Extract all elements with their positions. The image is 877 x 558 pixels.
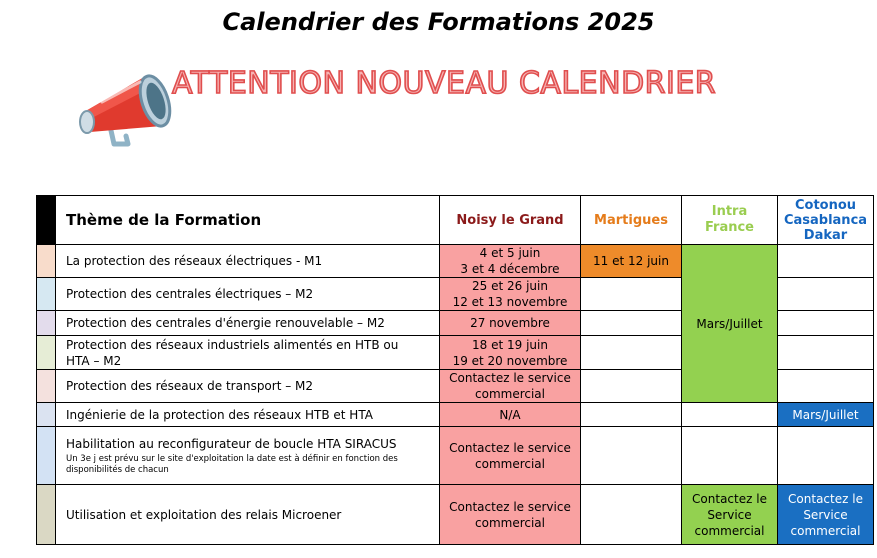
martigues-cell [581, 485, 682, 545]
table-row [37, 403, 874, 427]
col-intra-france [682, 196, 778, 245]
martigues-cell [581, 427, 682, 485]
martigues-cell [581, 278, 682, 311]
noisy-cell: 27 novembre [440, 311, 581, 336]
row-strip [37, 278, 56, 311]
row-theme-l1: Protection des réseaux industriels alimentés en HTB ou [66, 337, 399, 352]
megaphone-icon [76, 68, 180, 154]
row-theme-main: Habilitation au reconfigurateur de boucle HTA SIRACUS [66, 436, 397, 451]
coto-cell [778, 336, 874, 370]
noisy-l1: Contactez le service [449, 440, 571, 455]
noisy-l2: 19 et 20 novembre [452, 353, 568, 368]
noisy-cell [440, 278, 581, 311]
noisy-cell [440, 245, 581, 278]
noisy-l1: 18 et 19 juin [472, 337, 548, 352]
table-header-row [37, 196, 874, 245]
noisy-cell [440, 336, 581, 370]
row-theme: Protection des réseaux de transport – M2 [56, 370, 440, 403]
row-strip [37, 245, 56, 278]
intra-merged-cell: Mars/Juillet [682, 245, 778, 403]
intra-cell [682, 485, 778, 545]
row-strip [37, 311, 56, 336]
header-strip [37, 196, 56, 245]
martigues-cell [581, 370, 682, 403]
row-strip [37, 336, 56, 370]
noisy-l2: commercial [475, 387, 545, 401]
table-row [37, 245, 874, 278]
noisy-cell [440, 370, 581, 403]
col-intra-l1: Intra [711, 204, 748, 219]
noisy-l1: 25 et 26 juin [472, 279, 548, 293]
col-cotonou [778, 196, 874, 245]
noisy-l2: commercial [475, 456, 545, 471]
coto-cell [778, 485, 874, 545]
row-theme: Protection des centrales d'énergie renouvelable – M2 [56, 311, 440, 336]
table-row [37, 485, 874, 545]
table-row [37, 427, 874, 485]
martigues-cell [581, 403, 682, 427]
coto-cell [778, 370, 874, 403]
row-theme-note: Un 3e j est prévu sur le site d'exploitation la date est à définir en fonction des disponibilités de chacun [66, 453, 398, 475]
row-theme: Protection des centrales électriques – M2 [56, 278, 440, 311]
row-strip [37, 485, 56, 545]
page-title: Calendrier des Formations 2025 [222, 8, 655, 36]
noisy-l2: 3 et 4 décembre [460, 262, 560, 276]
row-theme: Utilisation et exploitation des relais Microener [56, 485, 440, 545]
row-theme: Ingénierie de la protection des réseaux HTB et HTA [56, 403, 440, 427]
martigues-cell [581, 311, 682, 336]
noisy-cell [440, 427, 581, 485]
coto-l1: Contactez le [788, 491, 863, 506]
col-coto-l3: Dakar [803, 227, 848, 243]
martigues-cell: 11 et 12 juin [581, 245, 682, 278]
col-intra-l2: France [704, 220, 754, 235]
noisy-l1: Contactez le service [449, 499, 571, 514]
row-theme [56, 427, 440, 485]
coto-cell [778, 427, 874, 485]
noisy-cell: N/A [440, 403, 581, 427]
col-coto-l2: Casablanca [783, 212, 868, 228]
noisy-l1: 4 et 5 juin [479, 246, 541, 260]
noisy-l2: commercial [475, 515, 545, 530]
row-theme: La protection des réseaux électriques - M1 [56, 245, 440, 278]
noisy-cell [440, 485, 581, 545]
row-strip [37, 370, 56, 403]
row-theme [56, 336, 440, 370]
row-theme-l2: HTA – M2 [66, 353, 122, 368]
col-theme: Thème de la Formation [56, 196, 440, 245]
intra-l1: Contactez le [692, 491, 767, 506]
col-martigues: Martigues [581, 196, 682, 245]
coto-cell [778, 245, 874, 278]
intra-cell [682, 427, 778, 485]
coto-cell [778, 278, 874, 311]
row-strip [37, 427, 56, 485]
noisy-l1: Contactez le service [449, 371, 571, 385]
coto-l2: Service [803, 507, 848, 522]
coto-cell [778, 311, 874, 336]
col-noisy: Noisy le Grand [440, 196, 581, 245]
row-strip [37, 403, 56, 427]
attention-banner: ATTENTION NOUVEAU CALENDRIER [172, 66, 717, 101]
noisy-l2: 12 et 13 novembre [452, 295, 568, 309]
martigues-cell [581, 336, 682, 370]
intra-cell [682, 403, 778, 427]
coto-l3: commercial [790, 523, 861, 538]
col-coto-l1: Cotonou [794, 197, 857, 213]
intra-l3: commercial [694, 523, 765, 538]
training-calendar-table [36, 195, 874, 545]
coto-cell: Mars/Juillet [778, 403, 874, 427]
intra-l2: Service [707, 507, 752, 522]
